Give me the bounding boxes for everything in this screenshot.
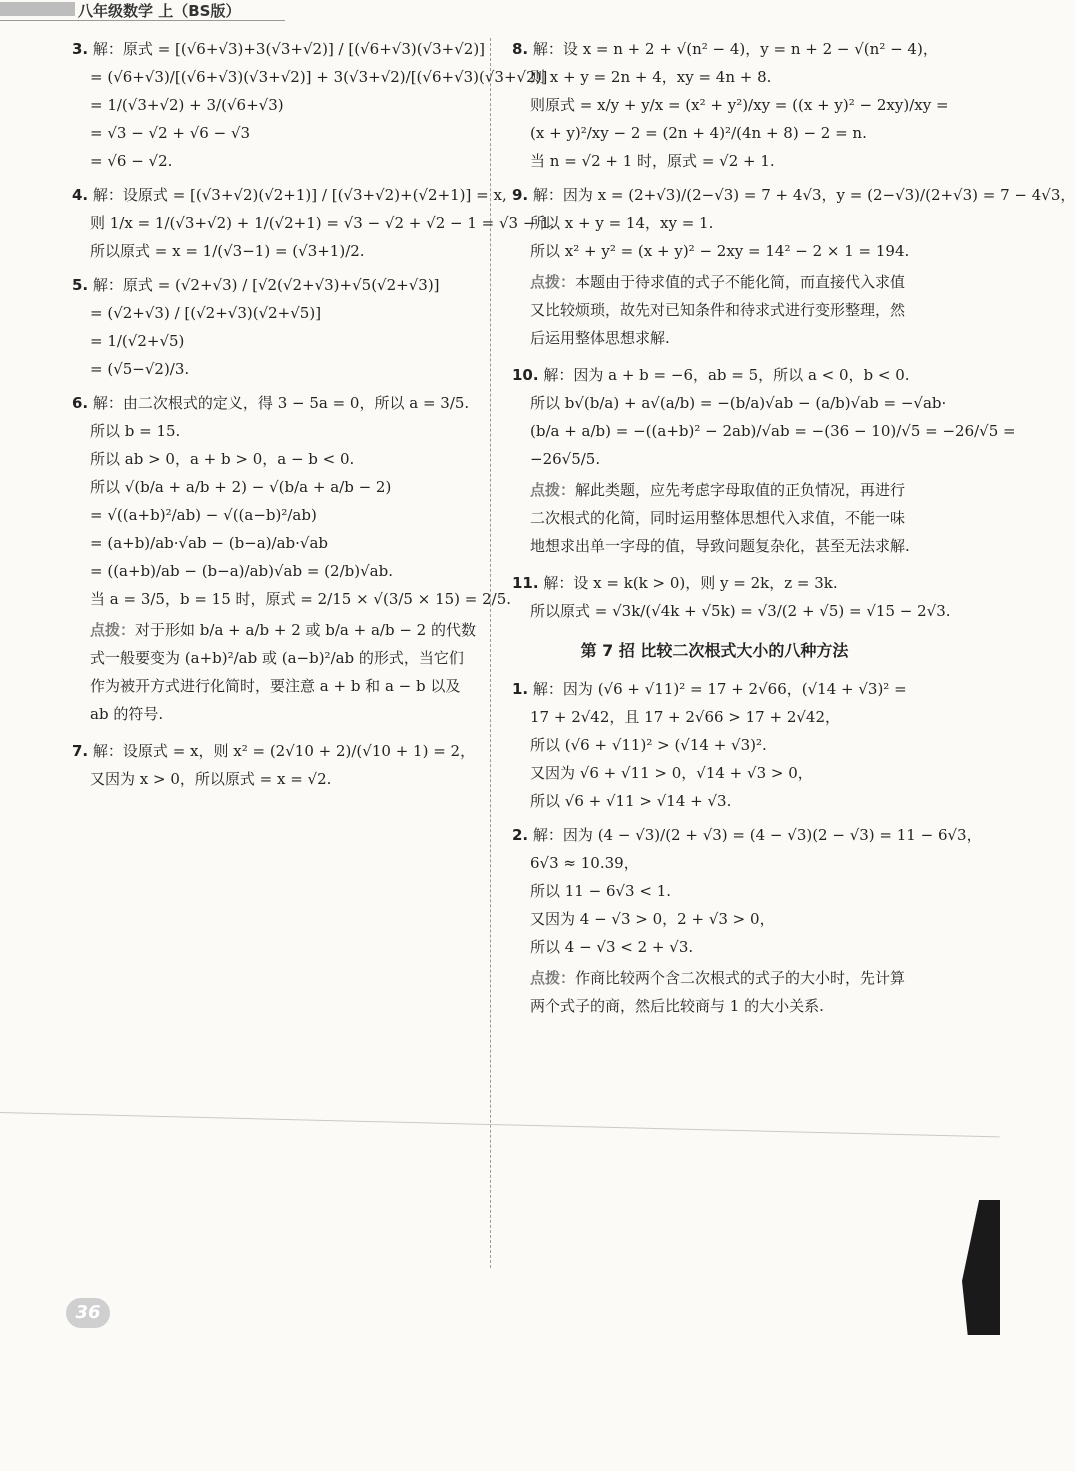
problem (512, 824, 982, 1020)
tip-label: 点拨： (530, 481, 576, 499)
solution-line: = 1/(√3+√2) + 3/(√6+√3) (90, 96, 284, 114)
solution-line: 所以 x² + y² = (x + y)² − 2xy = 14² − 2 × 1 = 194. (530, 242, 910, 260)
tip-label: 点拨： (530, 273, 576, 291)
problem-number: 4. (72, 186, 89, 204)
solution-line: 则 1/x = 1/(√3+√2) + 1/(√2+1) = √3 − √2 + √2 − 1 = √3 − 1. (90, 214, 555, 232)
solution-line: 所以 x + y = 14，xy = 1. (530, 214, 714, 232)
solution-line: 所以 √(b/a + a/b + 2) − √(b/a + a/b − 2) (90, 478, 392, 496)
problem-number: 1. (512, 680, 529, 698)
solution-line (72, 274, 477, 296)
solution-line (512, 824, 982, 846)
solution-line: 所以原式 = √3k/(√4k + √5k) = √3/(2 + √5) = √15 − 2√3. (530, 602, 951, 620)
solution-line: = √3 − √2 + √6 − √3 (90, 124, 251, 142)
solution-line: 所以 ab > 0，a + b > 0，a − b < 0. (90, 450, 355, 468)
problem-number: 2. (512, 826, 529, 844)
solution-line: = (a+b)/ab·√ab − (b−a)/ab·√ab (90, 534, 329, 552)
solution-line: 又因为 4 − √3 > 0，2 + √3 > 0， (530, 910, 775, 928)
solution-line: 所以原式 = x = 1/(√3−1) = (√3+1)/2. (90, 242, 365, 260)
solution-line: 所以 4 − √3 < 2 + √3. (530, 938, 694, 956)
problem-number: 8. (512, 40, 529, 58)
problem-number: 11. (512, 574, 539, 592)
problem (512, 184, 1075, 352)
solution-text: 解：原式 = (√2+√3) / [√2(√2+√3)+√5(√2+√3)] (92, 276, 440, 294)
solution-line: 则原式 = x/y + y/x = (x² + y²)/xy = ((x + y)² − 2xy)/xy = (530, 96, 949, 114)
solution-text: 解：因为 a + b = −6，ab = 5，所以 a < 0，b < 0. (543, 366, 910, 384)
solution-text: 解：设原式 = x，则 x² = (2√10 + 2)/(√10 + 1) = 2， (92, 742, 476, 760)
watermark-logo (820, 1395, 990, 1465)
tip-paragraph (512, 268, 917, 352)
book-title: 八年级数学 上（BS版） (78, 2, 241, 20)
header-rule (0, 20, 285, 21)
page-number: 36 (66, 1298, 110, 1328)
solution-line: 当 a = 3/5，b = 15 时，原式 = 2/15 × √(3/5 × 15) = 2/5. (90, 590, 512, 608)
page-edge-shadow (962, 1200, 1000, 1335)
solution-text: 解：设原式 = [(√3+√2)(√2+1)] / [(√3+√2)+(√2+1)] = x, (92, 186, 507, 204)
solution-line (72, 184, 507, 206)
solution-line: 又因为 √6 + √11 > 0，√14 + √3 > 0， (530, 764, 813, 782)
problem (72, 740, 477, 790)
problem (512, 364, 1016, 560)
problem (72, 184, 555, 262)
solution-line: = (√2+√3) / [(√2+√3)(√2+√5)] (90, 304, 322, 322)
solution-line (72, 392, 477, 414)
tip-label: 点拨： (90, 621, 136, 639)
tip-text: 对于形如 b/a + a/b + 2 或 b/a + a/b − 2 的代数式一般要变为 (a+b)²/ab 或 (a−b)²/ab 的形式，当它们作为被开方式进行化简时，要注意 a + b 和 a − b 以及 ab 的符号. (90, 621, 476, 723)
solution-line: = √((a+b)²/ab) − √((a−b)²/ab) (90, 506, 317, 524)
tip-text: 解此类题，应先考虑字母取值的正负情况，再进行二次根式的化简，同时运用整体思想代入求值，不能一味地想求出单一字母的值，导致问题复杂化，甚至无法求解. (530, 481, 910, 555)
problem (512, 38, 949, 172)
solution-line (72, 38, 486, 60)
right-column (512, 38, 1075, 1032)
solution-text: 解：由二次根式的定义，得 3 − 5a = 0，所以 a = 3/5. (92, 394, 470, 412)
solution-line: 17 + 2√42，且 17 + 2√66 > 17 + 2√42， (530, 708, 841, 726)
solution-line (512, 572, 917, 594)
problem-number: 9. (512, 186, 529, 204)
header-bar (0, 2, 75, 16)
problem (72, 38, 548, 172)
problem (72, 392, 512, 728)
solution-line: = ((a+b)/ab − (b−a)/ab)√ab = (2/b)√ab. (90, 562, 393, 580)
solution-line: 当 n = √2 + 1 时，原式 = √2 + 1. (530, 152, 775, 170)
solution-text: 解：原式 = [(√6+√3)+3(√3+√2)] / [(√6+√3)(√3+√2)] (92, 40, 486, 58)
problem (72, 274, 477, 380)
faded-stamp (148, 1320, 303, 1385)
problem-number: 7. (72, 742, 89, 760)
solution-line (512, 184, 1075, 206)
solution-text: 解：因为 (4 − √3)/(2 + √3) = (4 − √3)(2 − √3) = 11 − 6√3， (532, 826, 982, 844)
solution-line: = (√6+√3)/[(√6+√3)(√3+√2)] + 3(√3+√2)/[(√6+√3)(√3+√2)] (90, 68, 548, 86)
tip-label: 点拨： (530, 969, 576, 987)
problem (512, 572, 951, 622)
solution-line: 所以 b√(b/a) + a√(a/b) = −(b/a)√ab − (a/b)√ab = −√ab· (530, 394, 947, 412)
solution-line (512, 38, 938, 60)
page-header (0, 0, 290, 22)
solution-line (512, 678, 917, 700)
solution-line: (b/a + a/b) = −((a+b)² − 2ab)/√ab = −(36 − 10)/√5 = −26/√5 = (530, 422, 1016, 440)
tip-paragraph (512, 964, 917, 1020)
solution-line: 所以 √6 + √11 > √14 + √3. (530, 792, 732, 810)
solution-line: 则 x + y = 2n + 4，xy = 4n + 8. (530, 68, 772, 86)
solution-line: 又因为 x > 0，所以原式 = x = √2. (90, 770, 332, 788)
fold-line (0, 1112, 1000, 1137)
problem-number: 5. (72, 276, 89, 294)
solution-text: 解：因为 (√6 + √11)² = 17 + 2√66，(√14 + √3)² = (532, 680, 907, 698)
solution-line: −26√5/5. (530, 450, 601, 468)
problem-number: 10. (512, 366, 539, 384)
solution-line (512, 364, 917, 386)
solution-line: 所以 (√6 + √11)² > (√14 + √3)². (530, 736, 767, 754)
tip-text: 作商比较两个含二次根式的式子的大小时，先计算两个式子的商，然后比较商与 1 的大小关系. (530, 969, 906, 1015)
solution-text: 解：设 x = k(k > 0)，则 y = 2k，z = 3k. (543, 574, 838, 592)
tip-text: 本题由于待求值的式子不能化简，而直接代入求值又比较烦琐，故先对已知条件和待求式进行变形整理，然后运用整体思想求解. (530, 273, 906, 347)
solution-line: = √6 − √2. (90, 152, 173, 170)
tip-paragraph (512, 476, 917, 560)
solution-line (72, 740, 477, 762)
solution-text: 解：设 x = n + 2 + √(n² − 4)，y = n + 2 − √(n² − 4)， (532, 40, 938, 58)
solution-line: = (√5−√2)/3. (90, 360, 190, 378)
problem (512, 678, 917, 812)
solution-line: 所以 b = 15. (90, 422, 181, 440)
solution-line: 所以 11 − 6√3 < 1. (530, 882, 672, 900)
solution-line: (x + y)²/xy − 2 = (2n + 4)²/(4n + 8) − 2 = n. (530, 124, 867, 142)
tip-paragraph (72, 616, 477, 728)
solution-line: 6√3 ≈ 10.39， (530, 854, 639, 872)
solution-line: = 1/(√2+√5) (90, 332, 185, 350)
solution-text: 解：因为 x = (2+√3)/(2−√3) = 7 + 4√3，y = (2−√3)/(2+√3) = 7 − 4√3， (532, 186, 1075, 204)
problem-number: 6. (72, 394, 89, 412)
problem-number: 3. (72, 40, 89, 58)
section-title: 第 7 招 比较二次根式大小的八种方法 (580, 641, 849, 660)
